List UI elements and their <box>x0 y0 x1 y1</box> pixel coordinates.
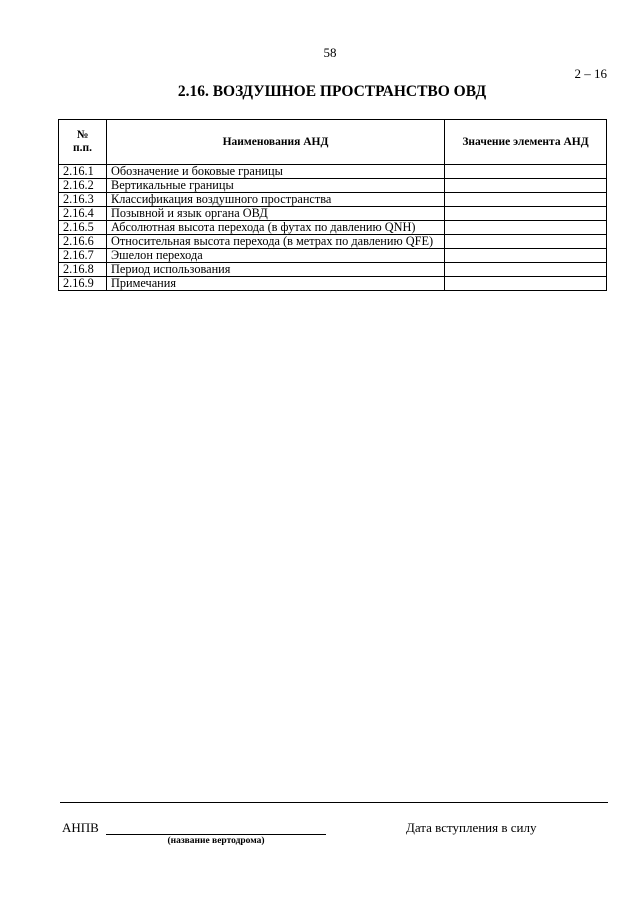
row-name: Обозначение и боковые границы <box>107 165 445 179</box>
row-value <box>445 221 607 235</box>
header-name: Наименования АНД <box>107 120 445 165</box>
row-num: 2.16.1 <box>59 165 107 179</box>
row-num: 2.16.8 <box>59 263 107 277</box>
table-row <box>59 193 607 207</box>
row-name: Примечания <box>107 277 445 291</box>
heliport-name-caption: (название вертодрома) <box>167 836 265 846</box>
footer-anpv-label: АНПВ <box>62 820 99 835</box>
heliport-name-line <box>106 834 326 835</box>
row-name: Эшелон перехода <box>107 249 445 263</box>
row-name: Вертикальные границы <box>107 179 445 193</box>
row-value <box>445 277 607 291</box>
effective-date-label: Дата вступления в силу <box>406 820 537 835</box>
row-value <box>445 235 607 249</box>
table-row <box>59 221 607 235</box>
header-num-line2: п.п. <box>72 142 92 154</box>
table-row <box>59 263 607 277</box>
row-name: Период использования <box>107 263 445 277</box>
page-number: 58 <box>323 45 337 60</box>
row-name: Позывной и язык органа ОВД <box>107 207 445 221</box>
row-value <box>445 179 607 193</box>
table-row <box>59 235 607 249</box>
row-num: 2.16.5 <box>59 221 107 235</box>
table-row <box>59 249 607 263</box>
table-row <box>59 277 607 291</box>
header-num-line1: № <box>76 129 89 141</box>
table-row <box>59 179 607 193</box>
row-value <box>445 193 607 207</box>
row-num: 2.16.3 <box>59 193 107 207</box>
row-num: 2.16.6 <box>59 235 107 249</box>
header-value: Значение элемента АНД <box>445 120 607 165</box>
table-row <box>59 207 607 221</box>
and-table <box>58 119 607 291</box>
page-title: 2.16. ВОЗДУШНОЕ ПРОСТРАНСТВО ОВД <box>177 83 487 100</box>
row-name: Абсолютная высота перехода (в футах по давлению QNH) <box>107 221 445 235</box>
table-row <box>59 165 607 179</box>
row-name: Классификация воздушного пространства <box>107 193 445 207</box>
section-code: 2 – 16 <box>574 66 607 81</box>
row-num: 2.16.2 <box>59 179 107 193</box>
row-value <box>445 263 607 277</box>
row-value <box>445 165 607 179</box>
header-num <box>59 120 107 165</box>
row-num: 2.16.7 <box>59 249 107 263</box>
footer-divider <box>60 802 608 803</box>
row-name: Относительная высота перехода (в метрах по давлению QFE) <box>107 235 445 249</box>
row-value <box>445 249 607 263</box>
row-num: 2.16.9 <box>59 277 107 291</box>
row-num: 2.16.4 <box>59 207 107 221</box>
table-header-row <box>59 120 607 165</box>
row-value <box>445 207 607 221</box>
